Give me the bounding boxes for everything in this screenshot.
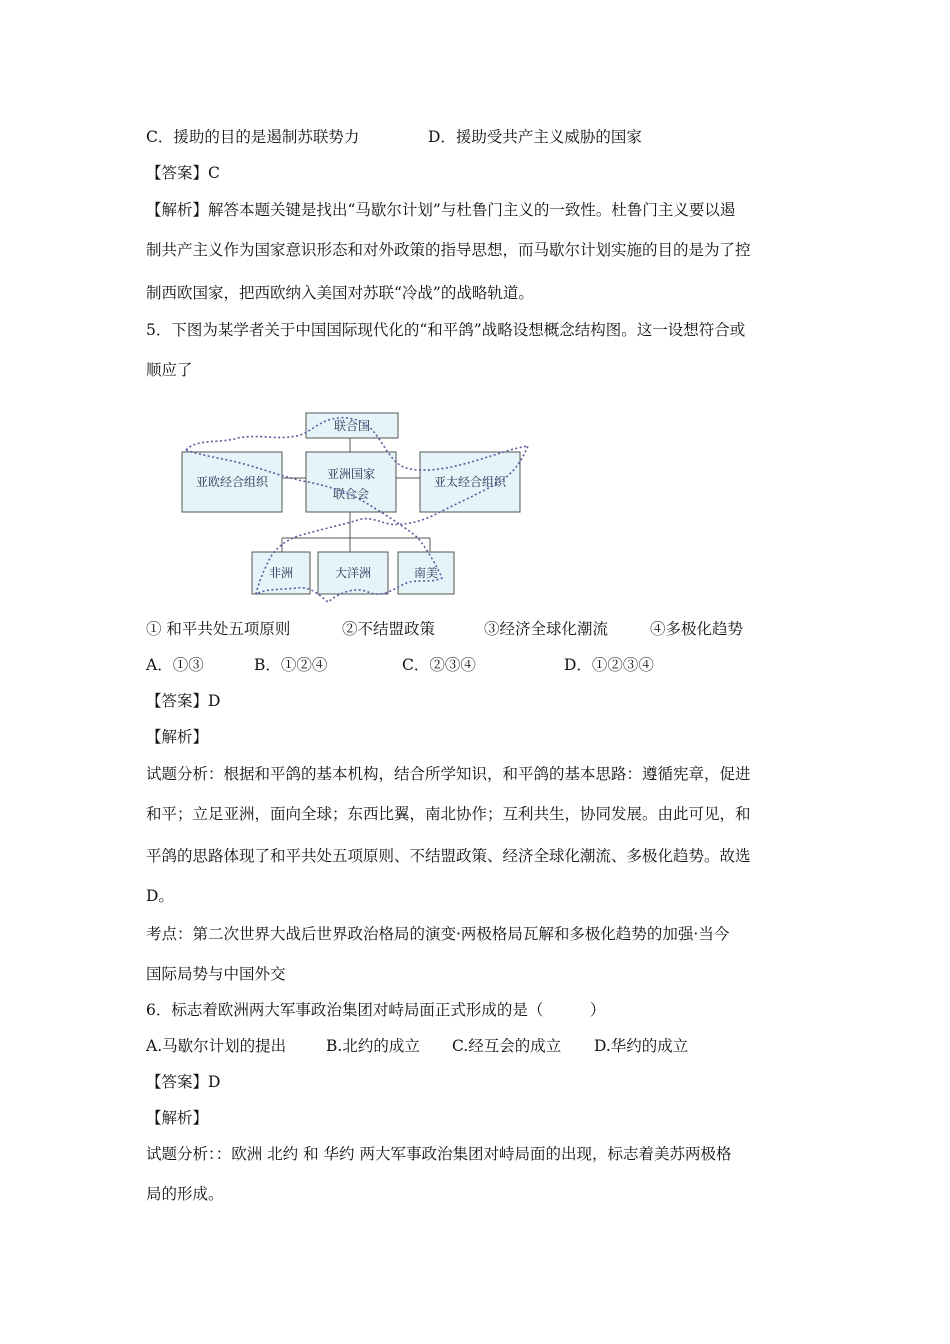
q5-option-b: B．①②④: [254, 656, 328, 674]
box-label-bottom-3: 南美: [413, 566, 439, 580]
box-asian-union: [306, 452, 396, 512]
q6-stem: 6．标志着欧洲两大军事政治集团对峙局面正式形成的是（ ）: [146, 1001, 606, 1019]
q5-options-row: [146, 655, 806, 675]
q5-diagram-svg: [178, 408, 538, 608]
q5-statement-1: ① 和平共处五项原则: [146, 620, 291, 638]
q5-stem-line: 5．下图为某学者关于中国国际现代化的“和平鸽”战略设想概念结构图。这一设想符合或: [146, 321, 746, 339]
q6-analysis-line: 局的形成。: [146, 1185, 224, 1203]
q6-option-c: C.经互会的成立: [452, 1037, 562, 1055]
q5-kaodian-line: 考点：第二次世界大战后世界政治格局的演变·两极格局瓦解和多极化趋势的加强·当今: [146, 925, 730, 943]
q5-option-a: A．①③: [146, 656, 204, 674]
q4-analysis-line: 【解析】解答本题关键是找出“马歇尔计划”与杜鲁门主义的一致性。杜鲁门主义要以遏: [146, 201, 736, 219]
q5-analysis-line: 和平；立足亚洲，面向全球；东西比翼，南北协作；互利共生，协同发展。由此可见，和: [146, 805, 751, 823]
q4-analysis-line: 制西欧国家，把西欧纳入美国对苏联“冷战”的战略轨道。: [146, 284, 534, 302]
q4-option-d: D．援助受共产主义威胁的国家: [428, 128, 642, 146]
q5-option-d: D．①②③④: [564, 656, 654, 674]
q5-statement-4: ④多极化趋势: [650, 620, 744, 638]
q4-answer: 【答案】C: [146, 164, 220, 182]
q5-analysis-head: 【解析】: [146, 728, 209, 746]
q5-statements-row: [146, 619, 806, 639]
q4-option-c: C．援助的目的是遏制苏联势力: [146, 128, 360, 146]
box-label-right: 亚太经合组织: [433, 475, 507, 489]
box-label-bottom-1: 非洲: [268, 566, 294, 580]
box-label-bottom-2: 大洋洲: [334, 566, 372, 580]
q5-statement-3: ③经济全球化潮流: [484, 620, 609, 638]
box-label-top: 联合国: [333, 419, 371, 433]
q5-statement-2: ②不结盟政策: [342, 620, 436, 638]
q6-answer: 【答案】D: [146, 1073, 221, 1091]
q6-analysis-line: 试题分析：：欧洲 北约 和 华约 两大军事政治集团对峙局面的出现，标志着美苏两极格: [146, 1145, 732, 1163]
q5-analysis-line: D。: [146, 887, 174, 905]
q5-answer: 【答案】D: [146, 692, 221, 710]
q4-analysis-line: 制共产主义作为国家意识形态和对外政策的指导思想，而马歇尔计划实施的目的是为了控: [146, 241, 751, 259]
q5-option-c: C．②③④: [402, 656, 476, 674]
q6-options-row: [146, 1036, 806, 1056]
q6-analysis-head: 【解析】: [146, 1109, 209, 1127]
box-label-center-2: 联合会: [332, 487, 370, 501]
q5-structure-diagram: [178, 408, 538, 608]
box-label-center-1: 亚洲国家: [326, 467, 376, 481]
q6-option-d: D.华约的成立: [594, 1037, 689, 1055]
q4-options-row: [146, 127, 806, 147]
q5-analysis-line: 试题分析：根据和平鸽的基本机构，结合所学知识，和平鸽的基本思路：遵循宪章，促进: [146, 765, 751, 783]
q6-option-a: A.马歇尔计划的提出: [146, 1037, 287, 1055]
q5-stem-line: 顺应了: [146, 361, 193, 379]
q6-option-b: B.北约的成立: [326, 1037, 420, 1055]
q5-kaodian-line: 国际局势与中国外交: [146, 965, 286, 983]
box-label-left: 亚欧经合组织: [195, 475, 269, 489]
q5-analysis-line: 平鸽的思路体现了和平共处五项原则、不结盟政策、经济全球化潮流、多极化趋势。故选: [146, 847, 751, 865]
